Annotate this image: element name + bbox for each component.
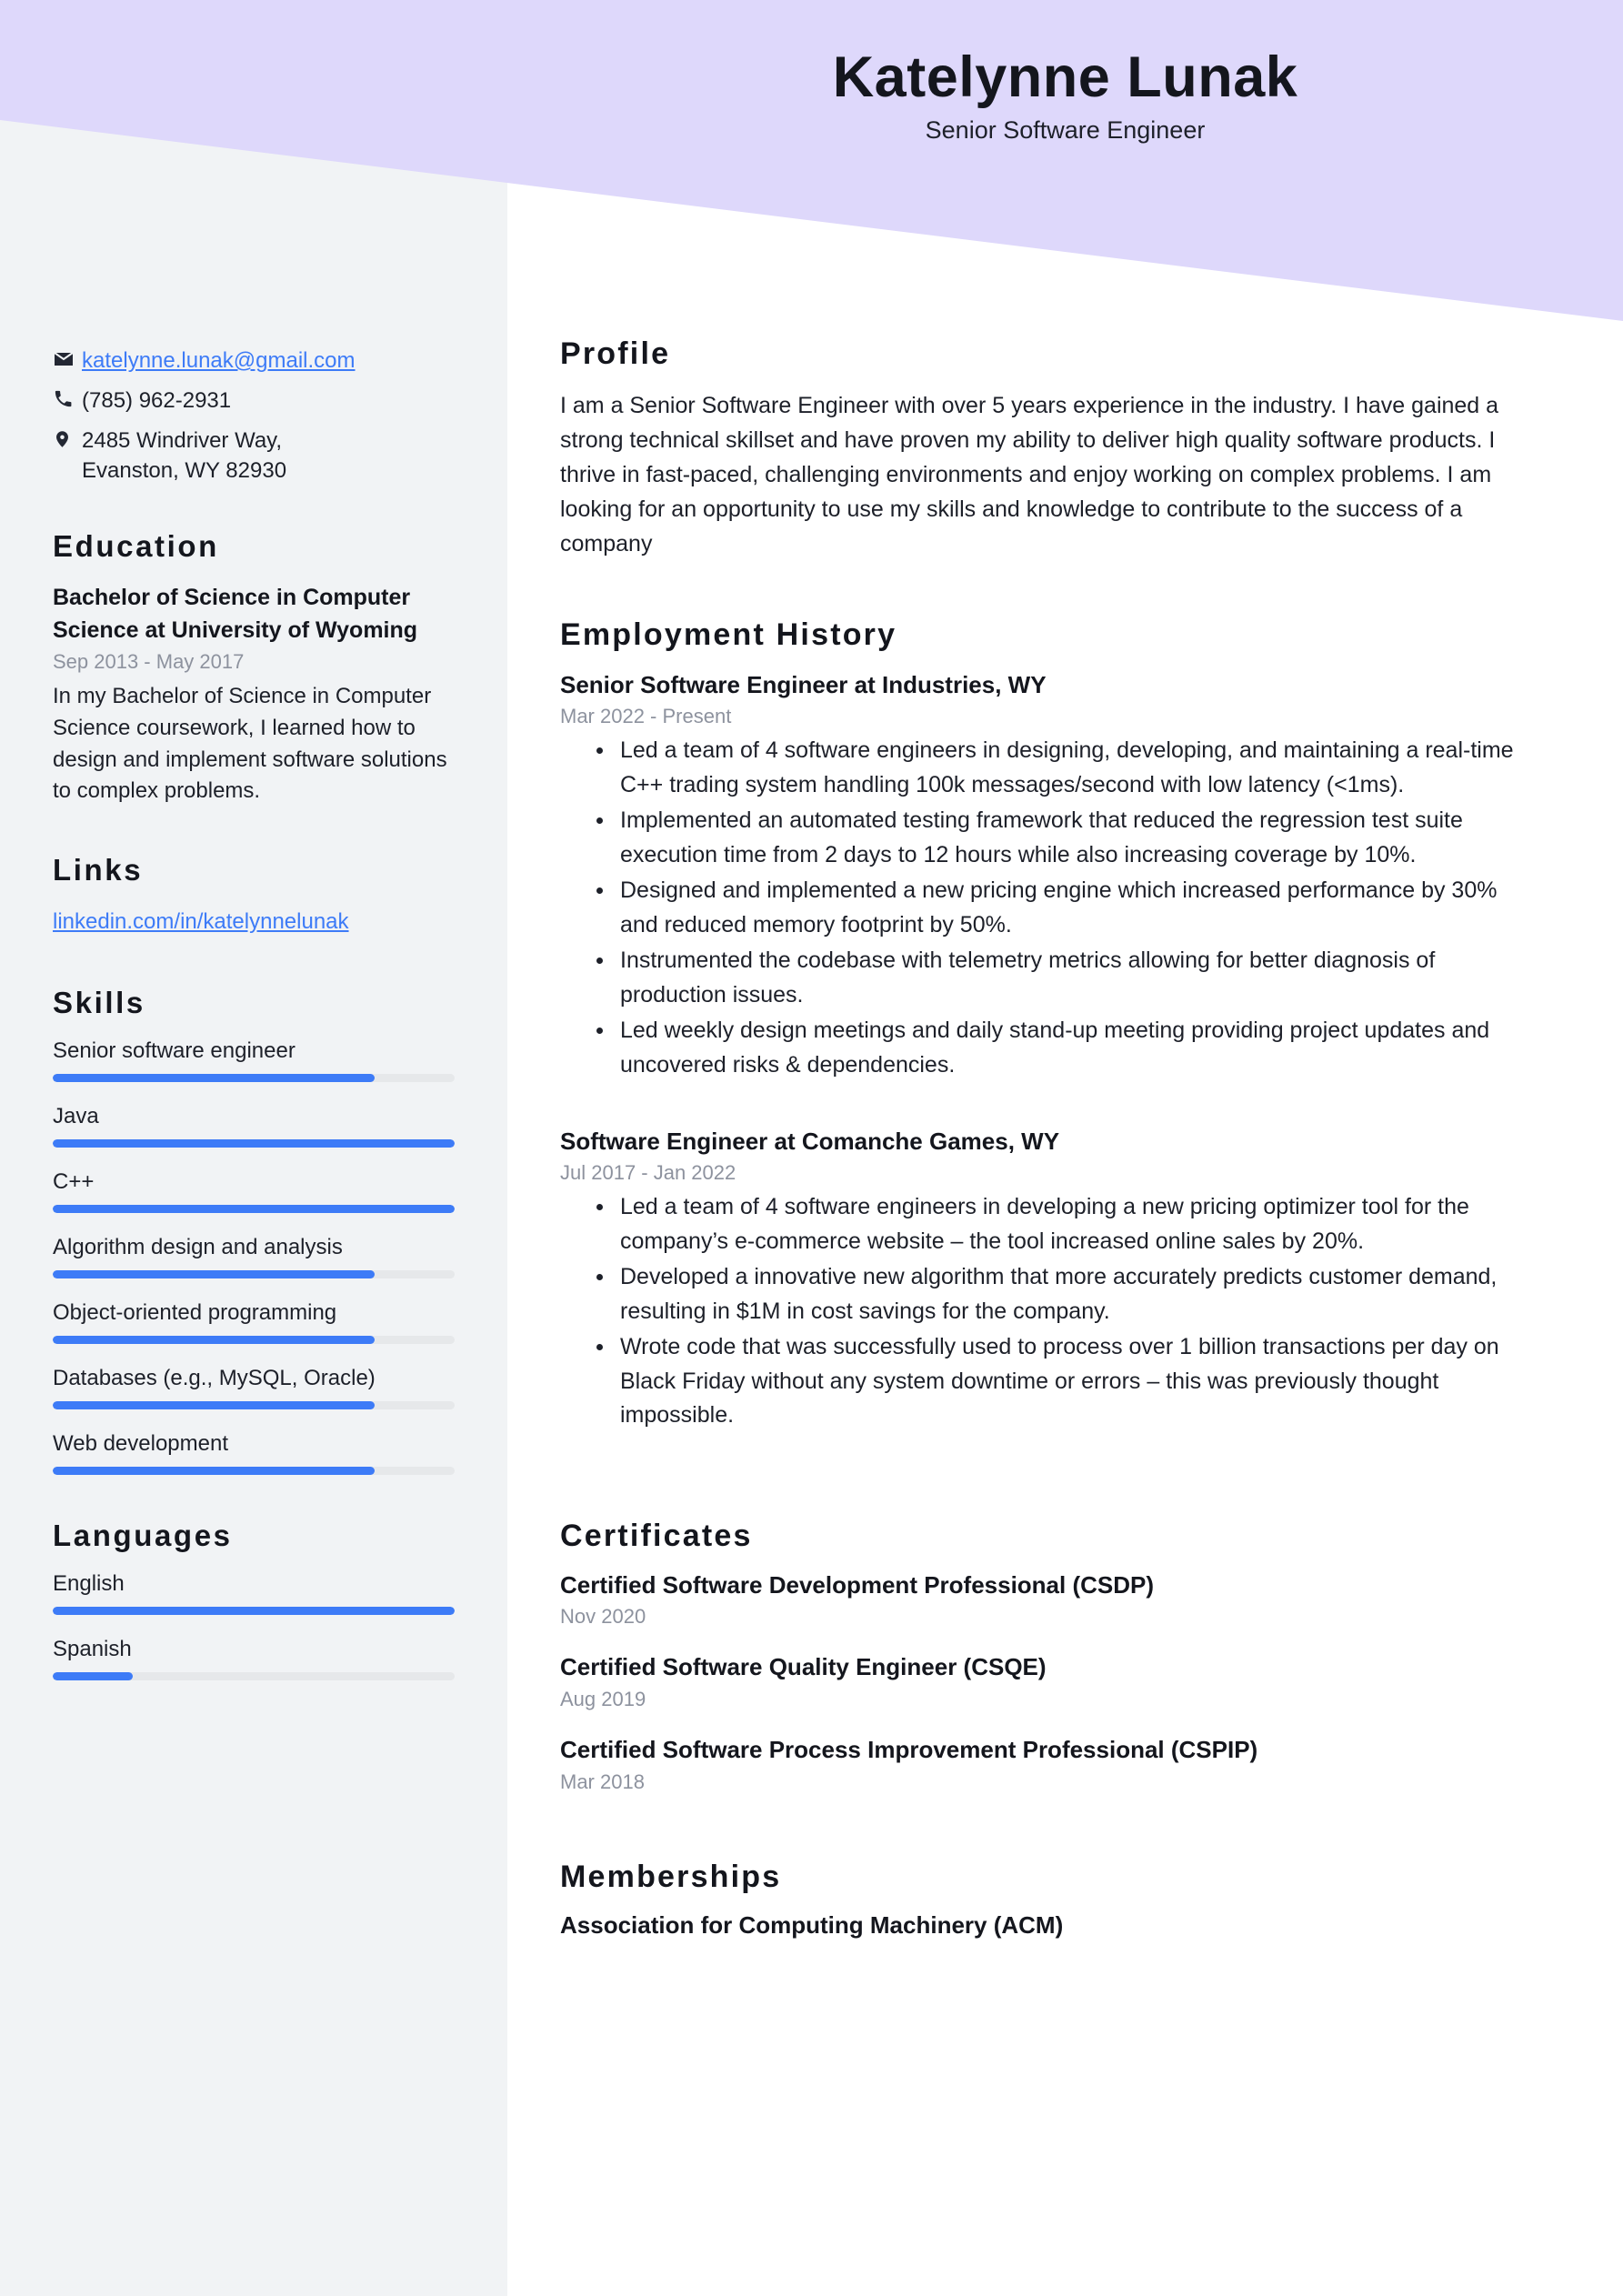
certificate-date: Aug 2019: [560, 1688, 646, 1711]
certificates-section: [560, 1519, 1532, 1794]
skill-label: Databases (e.g., MySQL, Oracle): [53, 1365, 376, 1390]
language-level-track: [53, 1607, 455, 1615]
language-level-track: [53, 1672, 455, 1680]
main-column: [507, 0, 1623, 1940]
skills-section: [53, 986, 455, 1475]
profile-section: [560, 336, 1532, 561]
page-title: Katelynne Lunak: [832, 45, 1298, 109]
list-item: Led weekly design meetings and daily stand-up meeting providing project updates and uncovered risks & dependencies.: [593, 1014, 1532, 1082]
phone-value: (785) 962-2931: [82, 388, 232, 414]
contact-row-email: [53, 346, 455, 376]
skill-level-track: [53, 1336, 455, 1344]
skill-level-track: [53, 1467, 455, 1475]
employment-bullet-list: [560, 734, 1532, 1082]
skill-item: [53, 1169, 455, 1213]
list-item: Implemented an automated testing framework that reduced the regression test suite execution time from 2 days to 12 hours while also increasing coverage by 10%.: [593, 804, 1532, 872]
education-heading: Education: [53, 529, 219, 564]
skill-level-fill: [53, 1205, 455, 1213]
education-description: In my Bachelor of Science in Computer Science coursework, I learned how to design and implement software solutions to complex problems.: [53, 684, 447, 804]
memberships-list: [560, 1911, 1532, 1940]
list-item: Developed a innovative new algorithm that more accurately predicts customer demand, resulting in $1M in cost savings for the company.: [593, 1260, 1532, 1328]
employment-section: [560, 617, 1532, 1477]
certificates-list: [560, 1570, 1532, 1794]
skill-item: [53, 1104, 455, 1148]
address-line-1: 2485 Windriver Way,: [82, 428, 283, 454]
language-item: [53, 1571, 455, 1615]
membership-name: Association for Computing Machinery (ACM): [560, 1911, 1064, 1940]
employment-entry: [560, 1126, 1532, 1433]
education-dates: Sep 2013 - May 2017: [53, 650, 245, 674]
skill-level-fill: [53, 1467, 375, 1475]
certificate-entry: [560, 1570, 1532, 1629]
skill-level-fill: [53, 1336, 375, 1344]
linkedin-link[interactable]: linkedin.com/in/katelynnelunak: [53, 908, 349, 934]
language-label: Spanish: [53, 1636, 132, 1661]
certificate-name: Certified Software Process Improvement Professional (CSPIP): [560, 1736, 1258, 1764]
skill-item: [53, 1431, 455, 1475]
skill-label: Java: [53, 1103, 99, 1128]
employment-job-title: Software Engineer at Comanche Games, WY: [560, 1128, 1060, 1156]
spacer: [560, 1446, 1532, 1477]
certificate-name: Certified Software Quality Engineer (CSQE): [560, 1653, 1047, 1681]
languages-list: [53, 1571, 455, 1680]
contact-list: [53, 346, 455, 486]
profile-heading: Profile: [560, 336, 671, 371]
sidebar: [0, 0, 507, 1717]
skill-label: C++: [53, 1168, 95, 1194]
certificate-name: Certified Software Development Professional (CSDP): [560, 1570, 1155, 1599]
employment-list: [560, 669, 1532, 1477]
skill-item: [53, 1235, 455, 1278]
skill-label: Object-oriented programming: [53, 1299, 337, 1325]
links-section: [53, 853, 455, 938]
contact-row-phone: [53, 386, 455, 416]
certificate-entry: [560, 1735, 1532, 1794]
header-subtitle: Senior Software Engineer: [925, 116, 1206, 145]
language-level-fill: [53, 1672, 133, 1680]
list-item: Led a team of 4 software engineers in developing a new pricing optimizer tool for the company’s e-commerce website – the tool increased online sales by 20%.: [593, 1190, 1532, 1258]
skill-item: [53, 1300, 455, 1344]
memberships-section: [560, 1860, 1532, 1940]
contact-row-address: [53, 426, 455, 486]
email-link[interactable]: katelynne.lunak@gmail.com: [82, 348, 356, 373]
employment-job-dates: Jul 2017 - Jan 2022: [560, 1161, 736, 1185]
skill-level-track: [53, 1401, 455, 1409]
list-item: Led a team of 4 software engineers in designing, developing, and maintaining a real-time C++ trading system handling 100k messages/second with low latency (<1ms).: [593, 734, 1532, 802]
list-item[interactable]: [53, 906, 455, 938]
certificate-date: Nov 2020: [560, 1605, 646, 1629]
location-pin-icon: [53, 426, 82, 450]
address-value: [82, 426, 455, 486]
employment-job-dates: Mar 2022 - Present: [560, 705, 732, 728]
employment-bullet-list: [560, 1190, 1532, 1433]
language-label: English: [53, 1570, 125, 1596]
skill-label: Web development: [53, 1430, 229, 1456]
address-line-2: Evanston, WY 82930: [82, 458, 287, 484]
list-item: Wrote code that was successfully used to process over 1 billion transactions per day on Black Friday without any system downtime or errors – this was previously thought impossible.: [593, 1330, 1532, 1433]
education-degree: Bachelor of Science in Computer Science at University of Wyoming: [53, 585, 418, 643]
envelope-icon: [53, 346, 82, 370]
spacer: [560, 1818, 1532, 1860]
certificate-entry: [560, 1652, 1532, 1711]
list-item: Instrumented the codebase with telemetry metrics allowing for better diagnosis of production issues.: [593, 944, 1532, 1012]
employment-heading: Employment History: [560, 617, 897, 652]
education-entry: [53, 582, 455, 807]
language-level-fill: [53, 1607, 455, 1615]
skill-level-track: [53, 1270, 455, 1278]
spacer: [560, 1095, 1532, 1126]
spacer: [560, 1477, 1532, 1519]
profile-text: I am a Senior Software Engineer with over 5 years experience in the industry. I have gained a strong technical skillset and have proven my ability to deliver high quality software products. I thrive in fast-paced, challenging environments and enjoy working on complex problems. I am looking for an opportunity to use my skills and knowledge to contribute to the success of a company: [560, 393, 1499, 556]
skill-label: Senior software engineer: [53, 1038, 296, 1063]
skill-level-track: [53, 1139, 455, 1148]
skill-level-fill: [53, 1270, 375, 1278]
list-item: Designed and implemented a new pricing engine which increased performance by 30% and reduced memory footprint by 50%.: [593, 874, 1532, 942]
employment-job-title: Senior Software Engineer at Industries, WY: [560, 671, 1047, 698]
skill-level-fill: [53, 1401, 375, 1409]
certificates-heading: Certificates: [560, 1518, 753, 1553]
languages-heading: Languages: [53, 1518, 233, 1552]
links-heading: Links: [53, 852, 144, 887]
skill-item: [53, 1038, 455, 1082]
phone-icon: [53, 386, 82, 409]
education-section: [53, 529, 455, 807]
skill-level-track: [53, 1205, 455, 1213]
language-item: [53, 1637, 455, 1680]
skill-level-track: [53, 1074, 455, 1082]
email-value[interactable]: [82, 346, 455, 376]
employment-entry: [560, 669, 1532, 1082]
skill-item: [53, 1366, 455, 1409]
skills-heading: Skills: [53, 985, 145, 1019]
skills-list: [53, 1038, 455, 1475]
skill-level-fill: [53, 1139, 455, 1148]
skill-level-fill: [53, 1074, 375, 1082]
certificate-date: Mar 2018: [560, 1770, 645, 1794]
languages-section: [53, 1519, 455, 1680]
memberships-heading: Memberships: [560, 1860, 782, 1895]
skill-label: Algorithm design and analysis: [53, 1234, 343, 1259]
